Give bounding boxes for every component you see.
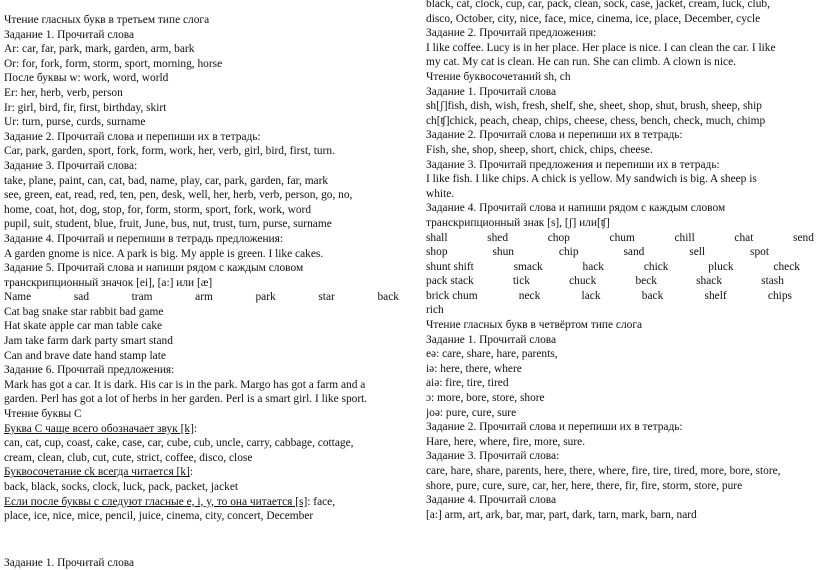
section-heading: Чтение гласных букв в четвёртом типе слога xyxy=(426,319,643,332)
word-row xyxy=(426,274,814,289)
text-line: транскрипционный значок [ei], [a:] или [æ] xyxy=(4,276,213,289)
text-line: Ar: car, far, park, mark, garden, arm, bark xyxy=(4,43,195,56)
word-cell: star xyxy=(318,291,335,304)
word-cell: pluck xyxy=(708,260,734,273)
left-column xyxy=(4,13,399,524)
word-cell: shun xyxy=(492,246,514,259)
text-line: Jam take farm dark party smart stand xyxy=(4,335,173,348)
word-cell: beck xyxy=(635,275,657,288)
text-line: cream, clean, club, cut, cute, strict, coffee, disco, close xyxy=(4,451,253,464)
task-heading: Задание 4. Прочитай слова и напиши рядом с каждым словом xyxy=(426,202,726,215)
word-cell: shall xyxy=(426,231,448,244)
text-line: Ur: turn, purse, curds, surname xyxy=(4,116,146,129)
word-row xyxy=(426,289,814,304)
rule-colon: : xyxy=(193,422,198,435)
text-line: aiə: fire, tire, tired xyxy=(426,377,509,390)
word-cell: stash xyxy=(761,275,784,288)
text-line: disco, October, city, nice, face, mice, cinema, ice, place, December, cycle xyxy=(426,12,761,25)
section-heading: Чтение буквы С xyxy=(4,408,82,421)
word-cell: shack xyxy=(696,275,723,288)
text-line: my cat. My cat is clean. He can run. She can climb. A clown is nice. xyxy=(426,56,736,69)
task-heading: Задание 5. Прочитай слова и напиши рядом с каждым словом xyxy=(4,262,304,275)
text-line: [a:] arm, art, ark, bar, mar, part, dark, tarn, mark, barn, nard xyxy=(426,508,697,521)
text-line: joə: pure, cure, sure xyxy=(426,406,517,419)
task-heading: Задание 1. Прочитай слова xyxy=(426,85,557,98)
word-cell: send xyxy=(793,231,814,244)
word-cell: lack xyxy=(581,289,601,302)
task-heading: Задание 2. Прочитай предложения: xyxy=(426,27,597,40)
rule-text: Если после буквы с следуют гласные e, i, y, то она читается [s] xyxy=(4,495,308,508)
task-heading: Задание 6. Прочитай предложения: xyxy=(4,364,175,377)
text-line: white. xyxy=(426,187,455,200)
word-cell: back xyxy=(641,289,664,302)
word-cell: shelf xyxy=(704,289,727,302)
text-line: Cat bag snake star rabbit bad game xyxy=(4,305,164,318)
word-cell: chip xyxy=(558,246,579,259)
word-cell: chuck xyxy=(569,275,597,288)
task-heading: Задание 1. Прочитай слова xyxy=(4,28,135,41)
rule-colon: : xyxy=(189,466,194,479)
task-heading: Задание 2. Прочитай слова и перепиши их в тетрадь: xyxy=(4,130,261,143)
text-line: place, ice, nice, mice, pencil, juice, cinema, city, concert, December xyxy=(4,510,314,523)
word-row xyxy=(426,231,814,246)
word-row xyxy=(426,260,814,275)
text-line: ɔ: more, bore, store, shore xyxy=(426,392,545,405)
text-line: Hat skate apple car man table cake xyxy=(4,320,163,333)
text-line: can, cat, cup, coast, cake, case, car, cube, cub, uncle, carry, cabbage, cottage, xyxy=(4,437,354,450)
task-heading: Задание 4. Прочитай слова xyxy=(426,494,557,507)
word-cell: tram xyxy=(131,291,153,304)
word-cell: check xyxy=(773,260,800,273)
text-line: rich xyxy=(426,304,444,317)
word-row xyxy=(426,245,814,260)
text-line: Hare, here, where, fire, more, sure. xyxy=(426,435,586,448)
word-row xyxy=(4,290,399,305)
text-line: Ir: girl, bird, fir, first, birthday, skirt xyxy=(4,101,167,114)
text-line: Car, park, garden, sport, fork, form, work, her, verb, girl, bird, first, turn. xyxy=(4,145,335,158)
text-line: eə: care, share, hare, parents, xyxy=(426,348,558,361)
text-line: iə: here, there, where xyxy=(426,362,522,375)
text-line: black, cat, clock, cup, car, pack, clean, sock, case, jacket, cream, luck, club, xyxy=(426,0,770,10)
word-cell: chop xyxy=(547,231,570,244)
text-line: pupil, suit, student, blue, fruit, June, bus, nut, trust, turn, purse, surname xyxy=(4,218,332,231)
text-line: транскрипционный знак [s], [ʃ] или[ʧ] xyxy=(426,216,610,229)
word-cell: neck xyxy=(518,289,541,302)
word-cell: brick chum xyxy=(426,289,478,302)
task-heading: Задание 3. Прочитай слова: xyxy=(4,159,138,172)
task-heading: Задание 2. Прочитай слова и перепиши их в тетрадь: xyxy=(426,129,683,142)
word-cell: sad xyxy=(73,291,90,304)
paragraph: Mark has got a car. It is dark. His car is in the park. Margo has got a farm and a garden. Perl has got a lot of herbs in her garden. Perl is a smart girl. I like sport. xyxy=(4,378,368,406)
word-cell: shop xyxy=(426,246,448,259)
word-cell: chips xyxy=(767,289,792,302)
word-cell: sand xyxy=(623,246,645,259)
task-heading: Задание 2. Прочитай слова и перепиши их в тетрадь: xyxy=(426,421,683,434)
task-heading: Задание 3. Прочитай слова: xyxy=(426,450,560,463)
text-line: I like fish. I like chips. A chick is yellow. My sandwich is big. A sheep is xyxy=(426,173,757,186)
word-cell: hack xyxy=(582,260,605,273)
word-cell: park xyxy=(255,291,276,304)
rule-line xyxy=(4,495,399,510)
word-cell: sell xyxy=(689,246,706,259)
word-cell: shunt shift xyxy=(426,260,474,273)
section-heading: Чтение гласных букв в третьем типе слога xyxy=(4,14,210,26)
word-cell: back xyxy=(377,291,399,304)
task-heading: Задание 3. Прочитай предложения и перепиши их в тетрадь: xyxy=(426,158,720,171)
word-cell: smack xyxy=(513,260,543,273)
task-heading: Задание 1. Прочитай слова xyxy=(426,333,557,346)
text-line: A garden gnome is nice. A park is big. My apple is green. I like cakes. xyxy=(4,247,324,260)
word-cell: Name xyxy=(4,291,32,304)
word-cell: arm xyxy=(195,291,213,304)
text-line: После буквы w: work, word, world xyxy=(4,72,169,85)
text-line: back, black, socks, clock, luck, pack, packet, jacket xyxy=(4,481,239,493)
section-heading: Чтение буквосочетаний sh, ch xyxy=(426,70,571,83)
text-line: shore, pure, cure, sure, car, her, here, there, fir, fire, storm, store, pure xyxy=(426,479,743,492)
word-cell: chum xyxy=(609,231,635,244)
rule-text: Буквосочетание ck всегда читается [k] xyxy=(4,466,190,479)
word-cell: chat xyxy=(734,231,754,244)
text-line: see, green, eat, read, red, ten, pen, desk, well, her, herb, verb, person, go, no, xyxy=(4,189,353,202)
rule-line xyxy=(4,422,399,437)
text-line: take, plane, paint, can, cat, bad, name, play, car, park, garden, far, mark xyxy=(4,174,329,187)
word-cell: tick xyxy=(512,275,530,288)
word-cell: pack stack xyxy=(426,275,474,288)
right-column xyxy=(426,0,814,522)
word-cell: chick xyxy=(643,260,669,273)
rule-text: Буква С чаще всего обозначает звук [k] xyxy=(4,422,194,435)
text-line: Fish, she, shop, sheep, short, chick, chips, cheese. xyxy=(426,143,653,156)
text-line: ch[ʧ]chick, peach, cheap, chips, cheese, chess, bench, check, much, chimp xyxy=(426,114,766,127)
rule-tail: : face, xyxy=(307,495,336,508)
text-line: home, coat, hot, dog, stop, for, form, storm, sport, fork, work, word xyxy=(4,203,312,216)
footer-task-heading: Задание 1. Прочитай слова xyxy=(4,557,135,569)
text-line: Can and brave date hand stamp late xyxy=(4,349,166,362)
word-cell: spot xyxy=(750,246,770,259)
text-line: sh[ʃ]fish, dish, wish, fresh, shelf, she, sheet, shop, shut, brush, sheep, ship xyxy=(426,100,762,113)
rule-line xyxy=(4,465,399,480)
text-line: Er: her, herb, verb, person xyxy=(4,86,123,99)
text-line: I like coffee. Lucy is in her place. Her place is nice. I can clean the car. I like xyxy=(426,41,776,54)
task-heading: Задание 4. Прочитай и перепиши в тетрадь предложения: xyxy=(4,232,284,245)
text-line: Or: for, fork, form, storm, sport, morning, horse xyxy=(4,57,223,70)
word-cell: shed xyxy=(487,231,509,244)
text-line: care, hare, share, parents, here, there, where, fire, tire, tired, more, bore, store, xyxy=(426,465,781,477)
word-cell: chill xyxy=(674,231,695,244)
